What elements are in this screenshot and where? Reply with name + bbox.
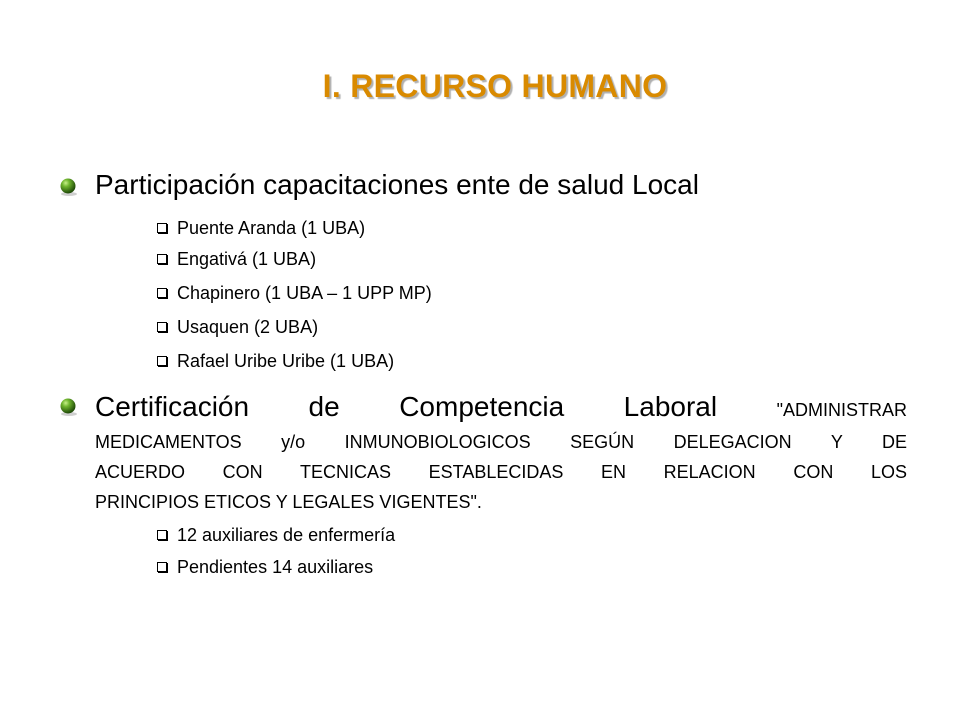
list-item-label: 12 auxiliares de enfermería	[177, 525, 396, 545]
section2-paragraph	[95, 390, 907, 517]
section2-quote-line: ACUERDO CON TECNICAS ESTABLECIDAS EN RELACION CON LOS	[95, 462, 907, 482]
hollow-square-icon	[157, 254, 167, 264]
list-item	[157, 524, 395, 546]
list-item	[157, 248, 316, 270]
section2-quote-line: MEDICAMENTOS y/o INMUNOBIOLOGICOS SEGÚN DELEGACION Y DE	[95, 432, 907, 452]
hollow-square-icon	[157, 356, 167, 366]
list-item-label: Usaquen (2 UBA)	[177, 317, 319, 337]
section2-quote-start: "ADMINISTRAR	[776, 400, 908, 420]
hollow-square-icon	[157, 288, 167, 298]
list-item-label: Puente Aranda (1 UBA)	[177, 218, 366, 238]
hollow-square-icon	[157, 223, 167, 233]
list-item-label: Pendientes 14 auxiliares	[177, 557, 374, 577]
list-item-label: Chapinero (1 UBA – 1 UPP MP)	[177, 283, 432, 303]
list-item	[157, 350, 394, 372]
hollow-square-icon	[157, 562, 167, 572]
list-item	[157, 282, 432, 304]
section2-quote-line: PRINCIPIOS ETICOS Y LEGALES VIGENTES".	[95, 492, 482, 512]
list-item-label: Rafael Uribe Uribe (1 UBA)	[177, 351, 395, 371]
section1-heading: Participación capacitaciones ente de salud Local	[95, 169, 699, 200]
section2-first-line	[95, 390, 907, 427]
green-sphere-icon	[57, 176, 79, 198]
list-item	[157, 217, 365, 239]
list-item-label: Engativá (1 UBA)	[177, 249, 317, 269]
green-sphere-icon	[57, 396, 79, 418]
list-item	[157, 316, 318, 338]
slide-title: I. RECURSO HUMANO	[322, 68, 668, 104]
list-item	[157, 556, 373, 578]
section2-heading: Certificación de Competencia Laboral	[95, 391, 718, 422]
hollow-square-icon	[157, 322, 167, 332]
hollow-square-icon	[157, 530, 167, 540]
